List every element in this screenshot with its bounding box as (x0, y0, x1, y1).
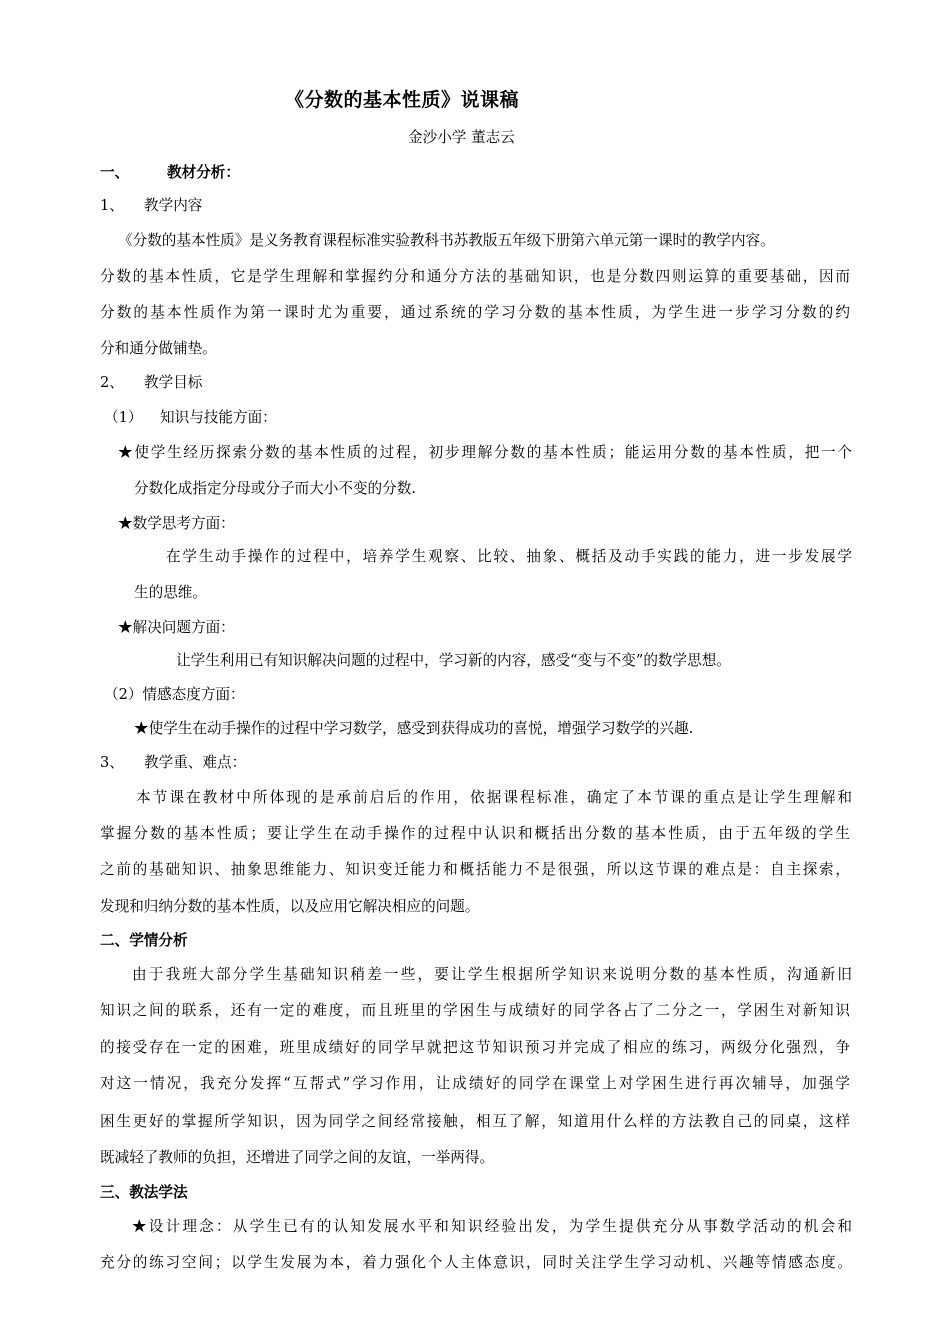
subsection-2-heading: 教学目标 (144, 374, 203, 391)
paragraph-line: ★设计理念：从学生已有的认知发展水平和知识经验出发，为学生提供充分从事数学活动的机会和 (132, 1218, 852, 1235)
paragraph-line: 知识之间的联系，还有一定的难度，而且班里的学困生与成绩好的同学各占了二分之一，学困生对新知识 (100, 1002, 850, 1019)
subsection-1-heading: 教学内容 (144, 197, 203, 214)
paragraph-line: 充分的练习空间；以学生发展为本，着力强化个人主体意识，同时关注学生学习动机、兴趣等情感态度。 (100, 1254, 852, 1271)
section-2-heading: 二、学情分析 (100, 932, 188, 949)
author-line: 金沙小学 董志云 (408, 129, 515, 146)
paragraph-line: 由于我班大部分学生基础知识稍差一些，要让学生根据所学知识来说明分数的基本性质，沟通新旧 (132, 966, 852, 983)
paragraph-line: 困生更好的掌握所学知识，因为同学之间经常接触，相互了解，知道用什么样的方法教自己的同桌，这样 (100, 1113, 850, 1130)
goal-item: ★使学生经历探索分数的基本性质的过程，初步理解分数的基本性质；能运用分数的基本性质，把一个 (118, 444, 852, 461)
paragraph-line: 之前的基础知识、抽象思维能力、知识变迁能力和概括能力不是很强，所以这节课的难点是：自主探索， (100, 861, 850, 878)
paragraph-line: 本节课在教材中所体现的是承前启后的作用，依据课程标准，确定了本节课的重点是让学生理解和 (136, 789, 852, 806)
paragraph-line: 分和通分做铺垫。 (100, 340, 217, 357)
goal-item: 生的思维。 (134, 584, 207, 601)
paragraph-line: 对这一情况，我充分发挥“互帮式”学习作用，让成绩好的同学在课堂上对学困生进行再次辅导，加强学 (100, 1075, 850, 1092)
goal-item-heading: ★解决问题方面： (118, 619, 235, 636)
section-1-number: 一、 (100, 164, 130, 181)
goal-2-heading: （2）情感态度方面： (104, 686, 245, 703)
section-3-heading: 三、教法学法 (100, 1184, 188, 1201)
page-title: 《分数的基本性质》说课稿 (285, 89, 520, 111)
goal-item: 分数化成指定分母或分子而大小不变的分数. (134, 480, 416, 497)
paragraph-line: 分数的基本性质作为第一课时尤为重要，通过系统的学习分数的基本性质，为学生进一步学习分数的约 (100, 304, 850, 321)
subsection-3-heading: 教学重、难点： (144, 754, 247, 771)
goal-1-number: （1） (104, 409, 143, 426)
goal-item: 让学生利用已有知识解决问题的过程中，学习新的内容，感受“变与不变”的数学思想。 (176, 652, 731, 669)
section-1-heading: 教材分析： (167, 164, 240, 181)
goal-1-heading: 知识与技能方面： (160, 409, 277, 426)
goal-item-heading: ★数学思考方面： (118, 515, 235, 532)
subsection-2-number: 2、 (100, 374, 124, 391)
paragraph-line: 的接受存在一定的困难，班里成绩好的同学早就把这节知识预习并完成了相应的练习，两级分化强烈，争 (100, 1039, 850, 1056)
goal-item: ★使学生在动手操作的过程中学习数学，感受到获得成功的喜悦，增强学习数学的兴趣. (134, 720, 694, 737)
goal-item: 在学生动手操作的过程中，培养学生观察、比较、抽象、概括及动手实践的能力，进一步发展学 (166, 548, 852, 565)
paragraph-line: 掌握分数的基本性质；要让学生在动手操作的过程中认识和概括出分数的基本性质，由于五年级的学生 (100, 825, 850, 842)
subsection-3-number: 3、 (100, 754, 124, 771)
paragraph-line: 发现和归纳分数的基本性质，以及应用它解决相应的问题。 (100, 898, 480, 915)
paragraph-line: 分数的基本性质，它是学生理解和掌握约分和通分方法的基础知识，也是分数四则运算的重要基础，因而 (100, 268, 850, 285)
subsection-1-number: 1、 (100, 197, 124, 214)
paragraph-line: 《分数的基本性质》是义务教育课程标准实验教科书苏教版五年级下册第六单元第一课时的教学内容。 (118, 232, 775, 249)
paragraph-line: 既减轻了教师的负担，还增进了同学之间的友谊，一举两得。 (100, 1149, 495, 1166)
